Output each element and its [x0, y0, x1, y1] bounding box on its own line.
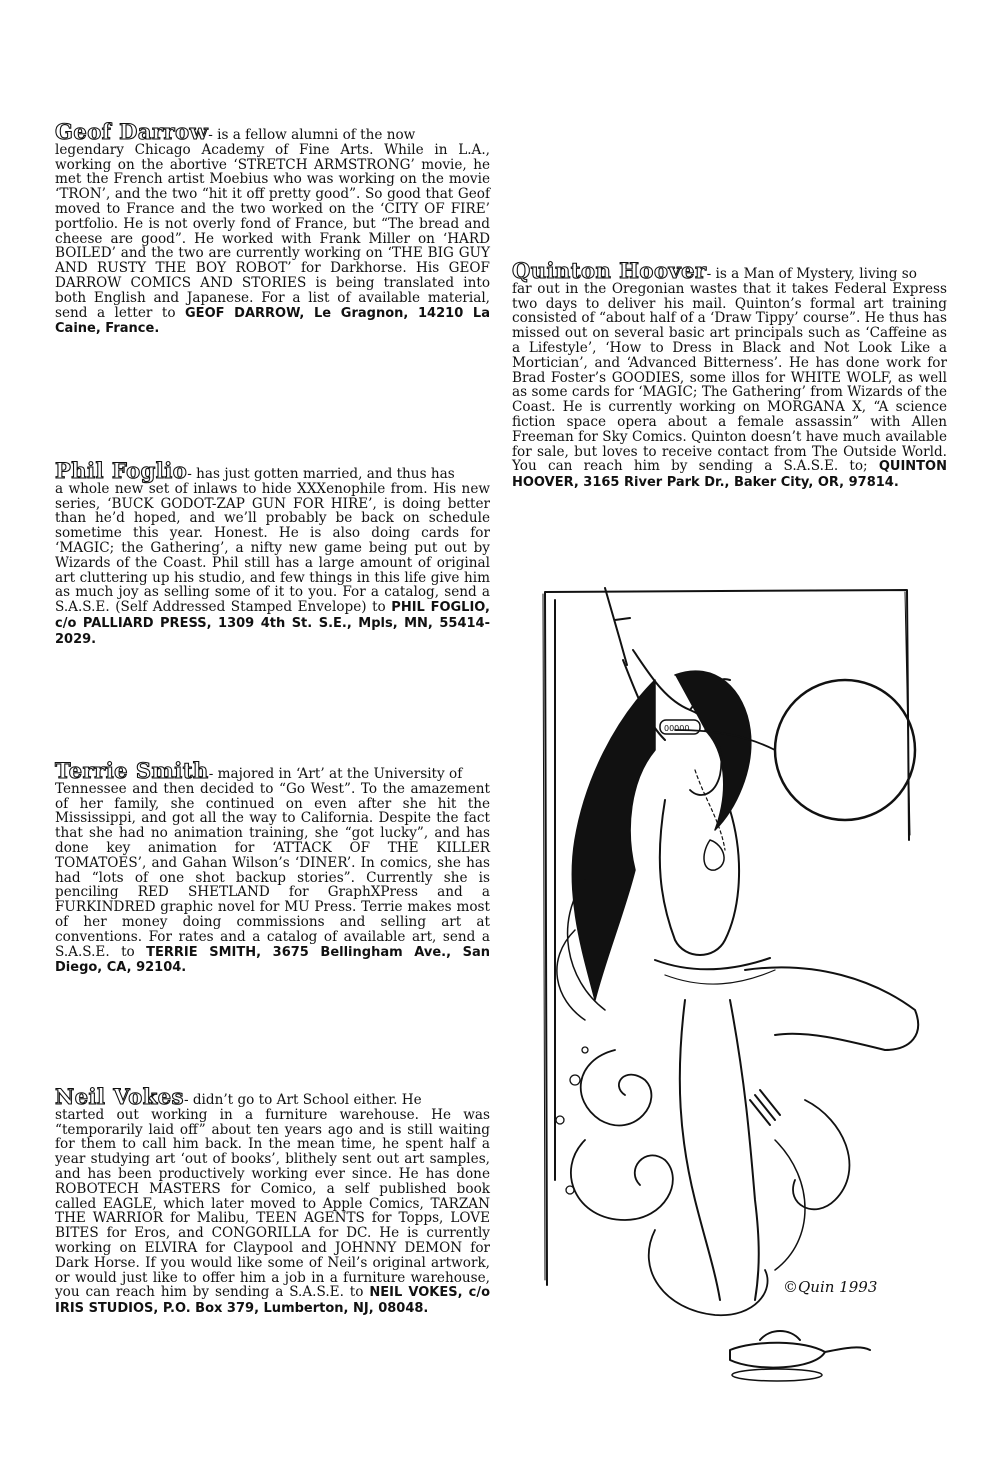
bio-intro: - is a fellow alumni of the now: [208, 127, 416, 143]
artist-name: Neil Vokes: [55, 1084, 184, 1109]
bio-body: legendary Chicago Academy of Fine Arts. While in L.A., working on the abortive ‘STRETCH ARMSTRONG’ movie, he met the French artist Moebius who was working on the movie ‘TRON’, and the two “hit it off pretty good”. So good that Geof moved to France and the two worked on the ‘CITY OF FIRE’ portfolio. He is not overly fond of France, but “The bread and cheese are good”. He worked with Frank Miller on ‘HARD BOILED’ and the two are currently working on ‘THE BIG GUY AND RUSTY THE BOY ROBOT’ for Darkhorse. His GEOF DARROW COMICS AND STORIES is being translated into both English and Japanese. For a list of available material, send a letter to: [55, 141, 490, 321]
magic-lamp: [730, 1331, 870, 1368]
bio-body: a whole new set of inlaws to hide XXXenophile from. His new series, ‘BUCK GODOT-ZAP GUN FOR HIRE’, is doing better than he’d hoped, and we’ll probably be back on schedule sometime this year. Honest. He is also doing cards for ‘MAGIC; the Gathering’, a nifty new game being put out by Wizards of the Coast. Phil still has a large amount of original art cluttering up his studio, and few things in this life give him as much joy as selling some of it to you. For a catalog, send a S.A.S.E. (Self Addressed Stamped Envelope) to: [55, 480, 490, 616]
bio-address: NEIL VOKES, c/o IRIS STUDIOS, P.O. Box 379, Lumberton, NJ, 08048.: [55, 1285, 491, 1317]
bio-body: Tennessee and then decided to “Go West”. To the amazement of her family, she continued on even after she hit the Mississippi, and got all the way to California. Despite the fact that she had no animation training, she “got lucky”, and has done key animation for ‘ATTACK OF THE KILLER TOMATOES’, and Gahan Wilson’s ‘DINER’. In comics, she has had “lots of one shot backup stories”. Currently she is penciling RED SHETLAND for GraphXPress and a FURKINDRED graphic novel for MU Press. Terrie makes most of her money doing commissions and selling art at conventions. For rates and a catalog of available art, send a S.A.S.E. to: [55, 780, 490, 960]
smoke-swirl: [581, 1050, 652, 1125]
bio-address: PHIL FOGLIO, c/o PALLIARD PRESS, 1309 4th St. S.E., Mpls, MN, 55414-2029.: [55, 600, 490, 647]
hair: [572, 680, 655, 1000]
standing-leg: [680, 1000, 720, 1300]
bio-intro: - majored in ‘Art’ at the University of: [208, 766, 463, 782]
artist-name: Quinton Hoover: [512, 258, 707, 283]
bio-intro: - has just gotten married, and thus has: [187, 466, 455, 482]
belt: [655, 958, 770, 969]
bio-terrie-smith: [55, 758, 491, 976]
bio-intro: - is a Man of Mystery, living so: [706, 266, 917, 282]
bio-geof-darrow: [55, 119, 490, 337]
bio-quinton-hoover: [512, 258, 947, 491]
bangles: [750, 1090, 780, 1125]
bracelet-marks: 00000: [664, 724, 690, 733]
bio-neil-vokes: [55, 1084, 491, 1317]
bio-phil-foglio: [55, 458, 490, 648]
bio-body: far out in the Oregonian wastes that it takes Federal Express two days to deliver his mail. Quinton’s formal art training consisted of “about half of a ‘Draw Tippy’ course”. He thus has missed out on several basic art principals such as ‘Caffeine as a Lifestyle’, ‘How to Dress in Black and Not Look Like a Mortician’, and ‘Advanced Bitterness’. He has done work for Brad Foster’s GOODIES, some illos for WHITE WOLF, as well as some cards for ‘MAGIC; The Gathering’ from Wizards of the Coast. He is currently working on MORGANA X, “A science fiction space opera about a female assassin” with Allen Freeman for Sky Comics. Quinton doesn’t have much available for sale, but loves to receive contact from The Outside World. You can reach him by sending a S.A.S.E. to;: [512, 280, 947, 475]
signature: ©Quin 1993: [783, 1278, 878, 1296]
artist-name: Terrie Smith: [55, 758, 209, 783]
artist-name: Geof Darrow: [55, 119, 209, 144]
bio-address: QUINTON HOOVER, 3165 River Park Dr., Baker City, OR, 97814.: [512, 459, 947, 491]
moon: [775, 680, 915, 820]
torso: [660, 800, 739, 955]
bio-address: TERRIE SMITH, 3675 Bellingham Ave., San Diego, CA, 92104.: [55, 944, 491, 976]
bio-body: started out working in a furniture warehouse. He was “temporarily laid off” about ten years ago and is still waiting for them to call him back. In the mean time, he spent half a year studying art ‘out of books’, blithely sent out art samples, and has been productively working ever since. He has done ROBOTECH MASTERS for Comico, a self published book called EAGLE, which later moved to Apple Comics, TARZAN THE WARRIOR for Malibu, TEEN AGENTS for Topps, LOVE BITES for Eros, and CONGORILLA for DC. He is currently working on ELVIRA for Claypool and JOHNNY DEMON for Dark Horse. If you would like some of Neil’s original artwork, or would just like to offer him a job in a furniture warehouse, you can reach him by sending a S.A.S.E. to: [55, 1106, 490, 1301]
dagger: [605, 588, 630, 665]
raised-leg: [745, 967, 918, 1050]
bio-intro: - didn’t go to Art School either. He: [183, 1092, 422, 1108]
artist-name: Phil Foglio: [55, 458, 188, 483]
dancer-illustration: [515, 580, 940, 1385]
bio-address: GEOF DARROW, Le Gragnon, 14210 La Caine, France.: [55, 305, 490, 337]
